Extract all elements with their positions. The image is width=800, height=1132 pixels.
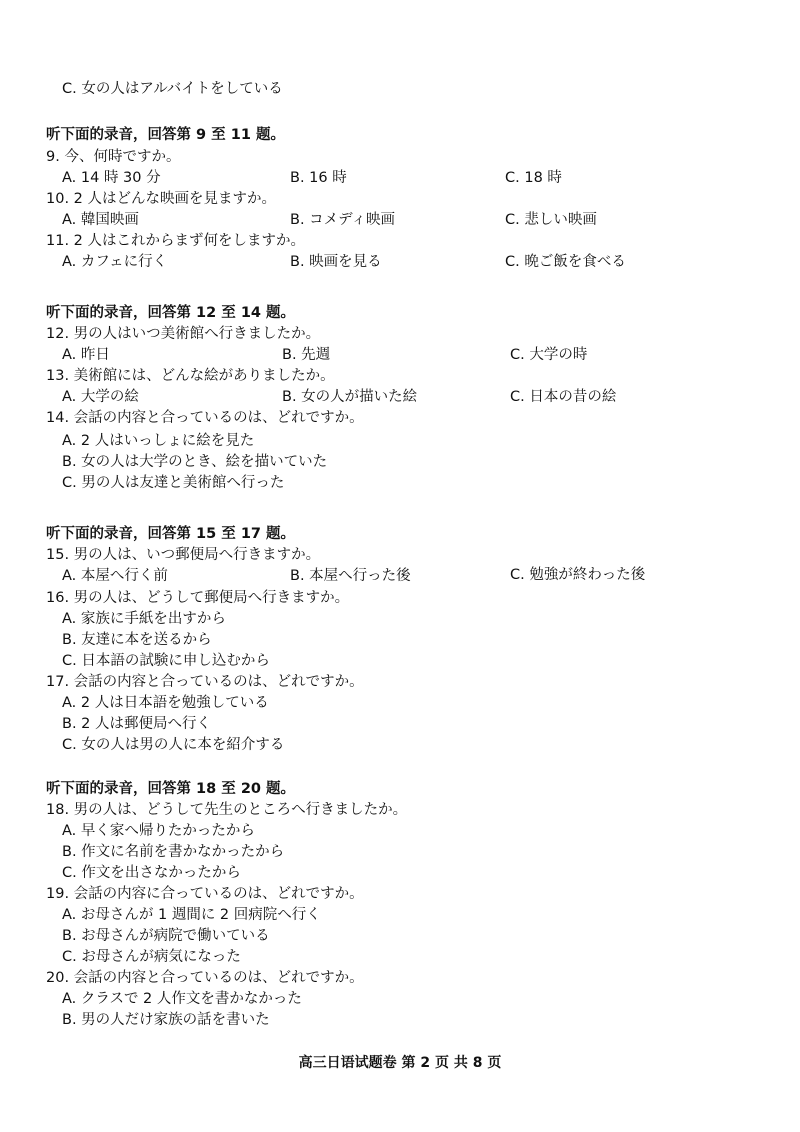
q14-option-c: C. 男の人は友達と美術館へ行った <box>62 475 285 491</box>
q18-question: 18. 男の人は、どうして先生のところへ行きましたか。 <box>46 802 408 818</box>
q17-option-b: B. 2 人は郵便局へ行く <box>62 716 211 732</box>
q15-question: 15. 男の人は、いつ郵便局へ行きますか。 <box>46 547 321 563</box>
q9-option-b: B. 16 時 <box>290 170 347 186</box>
q20-question: 20. 会話の内容と合っているのは、どれですか。 <box>46 970 364 986</box>
q10-option-c: C. 悲しい映画 <box>505 212 597 228</box>
q12-option-c: C. 大学の時 <box>510 347 588 363</box>
q14-option-b: B. 女の人は大学のとき、絵を描いていた <box>62 454 328 470</box>
section-header-9-11: 听下面的录音，回答第 9 至 11 题。 <box>46 127 285 143</box>
q12-question: 12. 男の人はいつ美術館へ行きましたか。 <box>46 326 321 342</box>
q14-option-a: A. 2 人はいっしょに絵を見た <box>62 433 255 449</box>
q11-option-a: A. カフェに行く <box>62 254 168 270</box>
q18-option-c: C. 作文を出さなかったから <box>62 865 241 881</box>
q15-option-a: A. 本屋へ行く前 <box>62 568 168 584</box>
q15-option-c: C. 勉強が終わった後 <box>510 567 646 583</box>
q18-option-a: A. 早く家へ帰りたかったから <box>62 823 255 839</box>
q20-option-b: B. 男の人だけ家族の話を書いた <box>62 1012 270 1028</box>
q19-option-c: C. お母さんが病気になった <box>62 949 241 965</box>
q9-option-a: A. 14 時 30 分 <box>62 170 161 186</box>
q14-question: 14. 会話の内容と合っているのは、どれですか。 <box>46 410 364 426</box>
q16-option-a: A. 家族に手紙を出すから <box>62 611 226 627</box>
q18-option-b: B. 作文に名前を書かなかったから <box>62 844 285 860</box>
q12-option-a: A. 昨日 <box>62 347 110 363</box>
q9-option-c: C. 18 時 <box>505 170 562 186</box>
page-footer: 高三日语试题卷 第 2 页 共 8 页 <box>298 1055 502 1071</box>
q17-question: 17. 会話の内容と合っているのは、どれですか。 <box>46 674 364 690</box>
section-header-12-14: 听下面的录音，回答第 12 至 14 题。 <box>46 305 296 321</box>
q19-question: 19. 会話の内容に合っているのは、どれですか。 <box>46 886 364 902</box>
q11-question: 11. 2 人はこれからまず何をしますか。 <box>46 233 306 249</box>
section-header-18-20: 听下面的录音，回答第 18 至 20 题。 <box>46 781 296 797</box>
q19-option-a: A. お母さんが 1 週間に 2 回病院へ行く <box>62 907 321 923</box>
q11-option-b: B. 映画を見る <box>290 254 382 270</box>
q13-option-a: A. 大学の絵 <box>62 389 139 405</box>
q17-option-c: C. 女の人は男の人に本を紹介する <box>62 737 285 753</box>
q16-option-b: B. 友達に本を送るから <box>62 632 212 648</box>
q16-question: 16. 男の人は、どうして郵便局へ行きますか。 <box>46 590 350 606</box>
q15-option-b: B. 本屋へ行った後 <box>290 568 411 584</box>
q11-option-c: C. 晩ご飯を食べる <box>505 254 626 270</box>
q10-option-b: B. コメディ映画 <box>290 212 396 228</box>
q12-option-b: B. 先週 <box>282 347 331 363</box>
q13-option-c: C. 日本の昔の絵 <box>510 389 617 405</box>
q13-question: 13. 美術館には、どんな絵がありましたか。 <box>46 368 335 384</box>
q17-option-a: A. 2 人は日本語を勉強している <box>62 695 269 711</box>
q20-option-a: A. クラスで 2 人作文を書かなかった <box>62 991 302 1007</box>
q10-question: 10. 2 人はどんな映画を見ますか。 <box>46 191 277 207</box>
q19-option-b: B. お母さんが病院で働いている <box>62 928 270 944</box>
q8-option-c: C. 女の人はアルバイトをしている <box>62 81 283 97</box>
q10-option-a: A. 韓国映画 <box>62 212 139 228</box>
q9-question: 9. 今、何時ですか。 <box>46 149 181 165</box>
q13-option-b: B. 女の人が描いた絵 <box>282 389 418 405</box>
q16-option-c: C. 日本語の試験に申し込むから <box>62 653 270 669</box>
section-header-15-17: 听下面的录音，回答第 15 至 17 题。 <box>46 526 296 542</box>
